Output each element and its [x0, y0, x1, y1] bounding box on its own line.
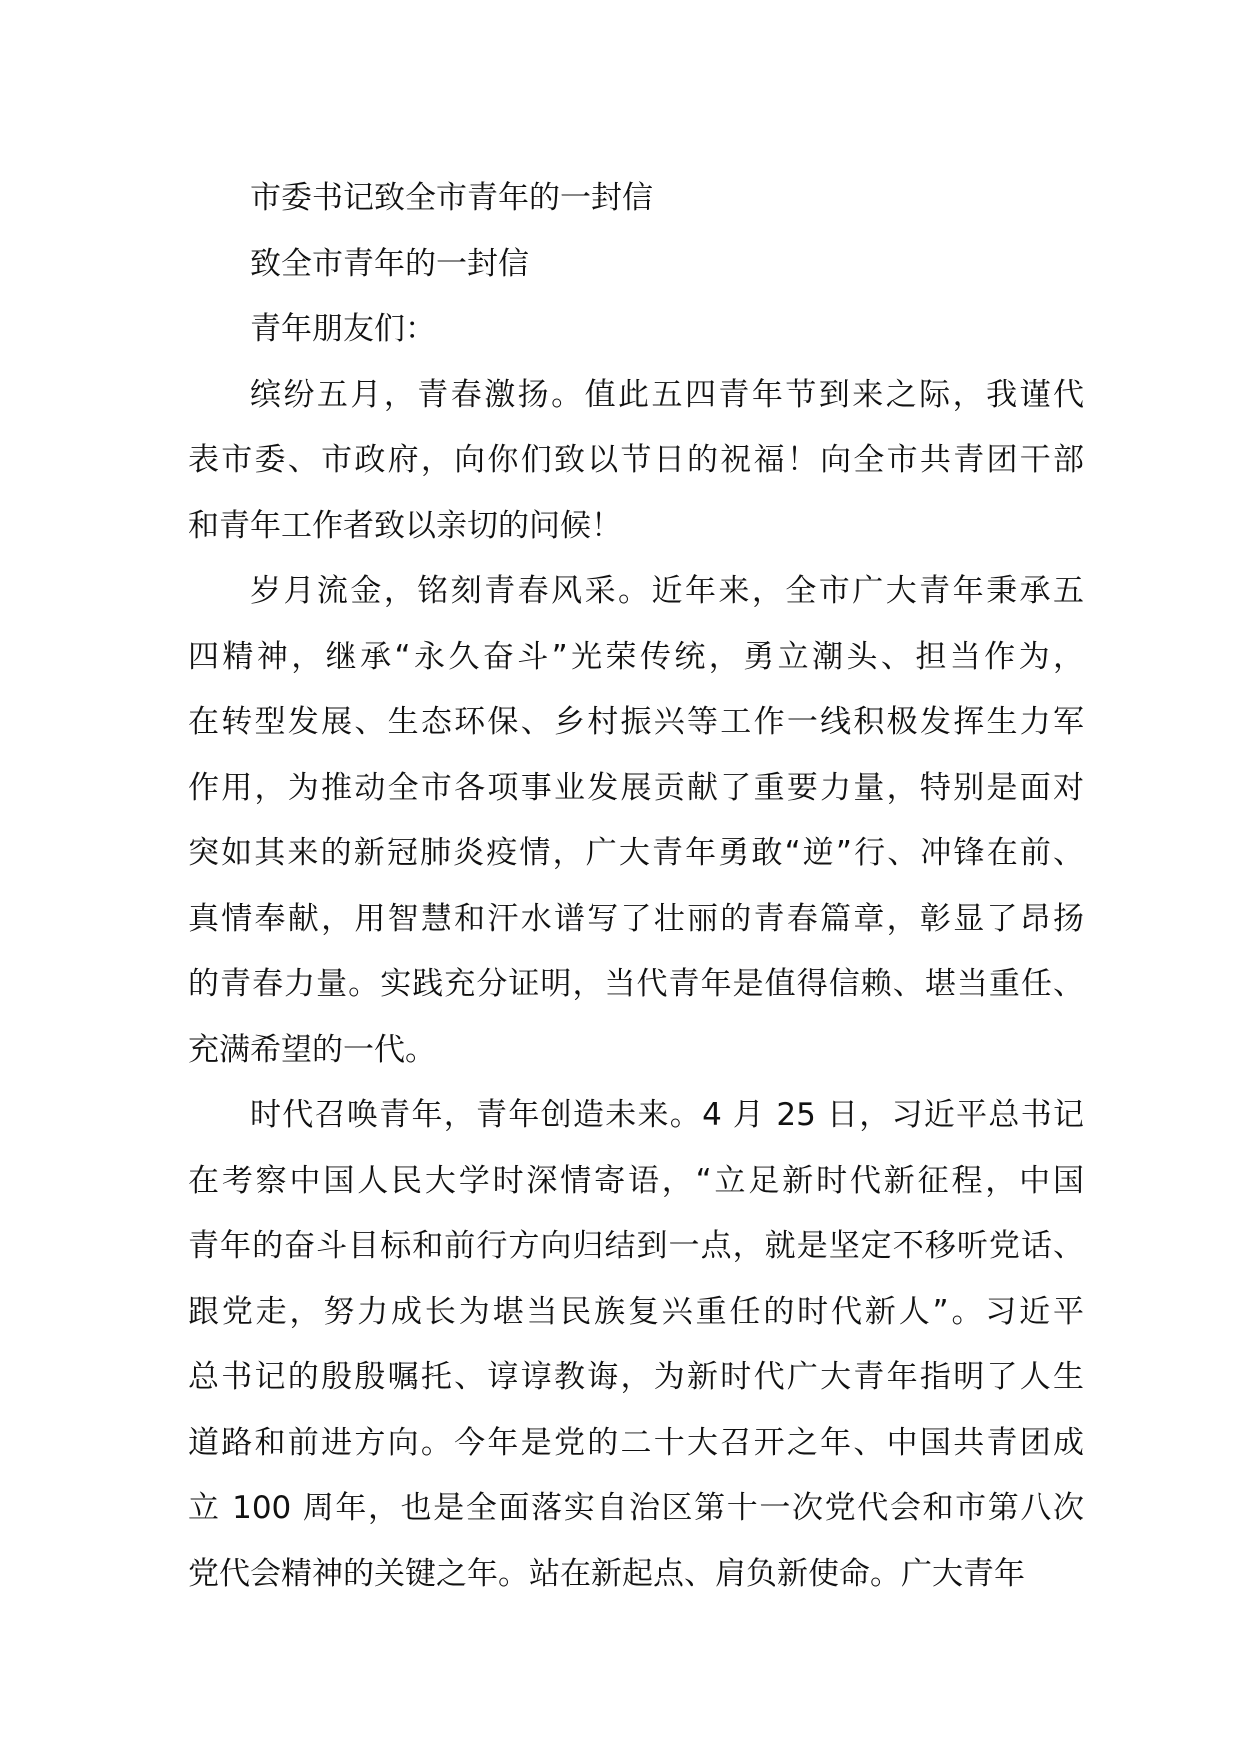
paragraph-line: 总书记的殷殷嘱托、谆谆教诲，为新时代广大青年指明了人生: [188, 1359, 1084, 1395]
document-body: [188, 166, 1084, 1607]
document-title: 市委书记致全市青年的一封信: [250, 180, 653, 216]
paragraph-line: 在考察中国人民大学时深情寄语，“立足新时代新征程，中国: [188, 1162, 1084, 1199]
paragraph-line: 表市委、市政府，向你们致以节日的祝福！向全市共青团干部: [188, 442, 1084, 478]
paragraph-line: 突如其来的新冠肺炎疫情，广大青年勇敢“逆”行、冲锋在前、: [188, 835, 1084, 871]
paragraph-line: 的青春力量。实践充分证明，当代青年是值得信赖、堪当重任、: [188, 966, 1084, 1002]
paragraph-line: 岁月流金，铭刻青春风采。近年来，全市广大青年秉承五: [250, 573, 1084, 609]
paragraph-line: 在转型发展、生态环保、乡村振兴等工作一线积极发挥生力军: [188, 704, 1084, 740]
paragraph-line: 党代会精神的关键之年。站在新起点、肩负新使命。广大青年: [188, 1555, 1025, 1592]
paragraph-line: 跟党走，努力成长为堪当民族复兴重任的时代新人”。习近平: [188, 1293, 1084, 1330]
paragraph-line: 立 100 周年，也是全面落实自治区第十一次党代会和市第八次: [188, 1490, 1084, 1526]
paragraph-2: [188, 559, 1084, 1083]
salutation: 青年朋友们：: [250, 311, 436, 347]
document-subtitle: 致全市青年的一封信: [250, 245, 529, 282]
paragraph-3: [188, 1083, 1084, 1607]
paragraph-line: 青年的奋斗目标和前行方向归结到一点，就是坚定不移听党话、: [188, 1228, 1084, 1264]
paragraph-line: 和青年工作者致以亲切的问候！: [188, 507, 622, 544]
paragraph-line: 道路和前进方向。今年是党的二十大召开之年、中国共青团成: [188, 1424, 1084, 1461]
paragraph-line: 充满希望的一代。: [188, 1031, 436, 1068]
paragraph-line: 真情奉献，用智慧和汗水谱写了壮丽的青春篇章，彰显了昂扬: [188, 900, 1084, 937]
paragraph-1: [188, 363, 1084, 560]
paragraph-line: 时代召唤青年，青年创造未来。4 月 25 日，习近平总书记: [250, 1097, 1084, 1133]
paragraph-line: 四精神，继承“永久奋斗”光荣传统，勇立潮头、担当作为，: [188, 638, 1084, 675]
paragraph-line: 作用，为推动全市各项事业发展贡献了重要力量，特别是面对: [188, 769, 1084, 806]
paragraph-line: 缤纷五月，青春激扬。值此五四青年节到来之际，我谨代: [250, 376, 1084, 413]
